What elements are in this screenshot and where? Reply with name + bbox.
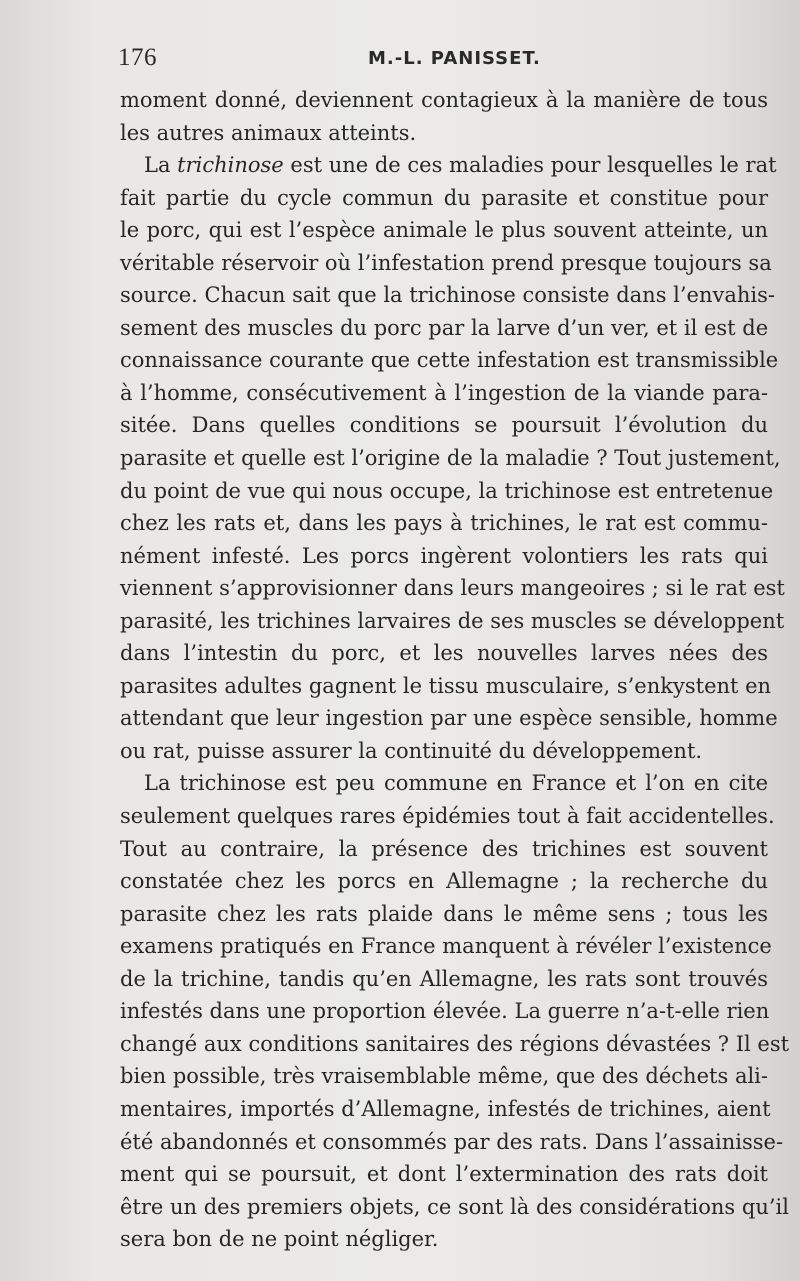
text-line: bien possible, très vraisemblable même, que des déchets ali- [120,1064,768,1089]
italic-term: trichinose [177,153,284,178]
text-line: parasites adultes gagnent le tissu musculaire, s’enkystent en [120,673,772,698]
text-line: fait partie du cycle commun du parasite et constitue pour [120,185,768,210]
text-line: chez les rats et, dans les pays à trichines, le rat est commu- [120,511,768,536]
text-line: parasite et quelle est l’origine de la maladie ? Tout justement, [120,446,781,471]
text-line: être un des premiers objets, ce sont là des considérations qu’il [120,1194,789,1219]
text-line: source. Chacun sait que la trichinose consiste dans l’envahis- [120,283,775,308]
text-line: sitée. Dans quelles conditions se poursuit l’évolution du [120,413,768,438]
body-text [120,84,790,1256]
text-line: mentaires, importés d’Allemagne, infestés de trichines, aient [120,1096,771,1121]
text-line: attendant que leur ingestion par une espèce sensible, homme [120,706,778,731]
text-line: connaissance courante que cette infestation est transmissible [120,348,779,373]
text-line: moment donné, deviennent contagieux à la manière de tous [120,88,768,112]
text-line: ou rat, puisse assurer la continuité du développement. [120,738,703,763]
text-line: La trichinose est peu commune en France et l’on en cite [144,771,768,796]
text-line [120,149,777,182]
text-line: examens pratiqués en France manquent à révéler l’existence [120,934,772,959]
text-line: à l’homme, consécutivement à l’ingestion de la viande para- [120,380,768,405]
text-line: viennent s’approvisionner dans leurs mangeoires ; si le rat est [120,576,785,601]
running-title: M.-L. PANISSET. [368,48,541,69]
text-line: sera bon de ne point négliger. [120,1227,439,1252]
text-line: infestés dans une proportion élevée. La guerre n’a-t-elle rien [120,999,770,1024]
text-line: véritable réservoir où l’infestation prend presque toujours sa [120,250,772,275]
text-line: de la trichine, tandis qu’en Allemagne, les rats sont trouvés [120,966,768,991]
text-line: parasité, les trichines larvaires de ses muscles se développent [120,608,785,633]
text-line: sement des muscles du porc par la larve d’un ver, et il est de [120,315,769,340]
text-line: le porc, qui est l’espèce animale le plus souvent atteinte, un [120,218,768,243]
text-line: constatée chez les porcs en Allemagne ; la recherche du [120,869,768,894]
text-line: dans l’intestin du porc, et les nouvelles larves nées des [120,641,768,666]
text-line: parasite chez les rats plaide dans le même sens ; tous les [120,901,768,926]
text-run: La [144,153,178,178]
text-run: est une de ces maladies pour lesquelles le rat [283,153,777,178]
text-line: les autres animaux atteints. [120,120,417,145]
text-line: ment qui se poursuit, et dont l’extermination des rats doit [120,1162,768,1187]
text-line: du point de vue qui nous occupe, la trichinose est entretenue [120,478,774,503]
text-line: nément infesté. Les porcs ingèrent volontiers les rats qui [120,543,768,568]
text-line: été abandonnés et consommés par des rats. Dans l’assainisse- [120,1129,784,1154]
page-number: 176 [118,44,157,71]
text-line: Tout au contraire, la présence des trichines est souvent [120,836,768,861]
text-line: changé aux conditions sanitaires des régions dévastées ? Il est [120,1031,790,1056]
text-line: seulement quelques rares épidémies tout à fait accidentelles. [120,804,775,829]
